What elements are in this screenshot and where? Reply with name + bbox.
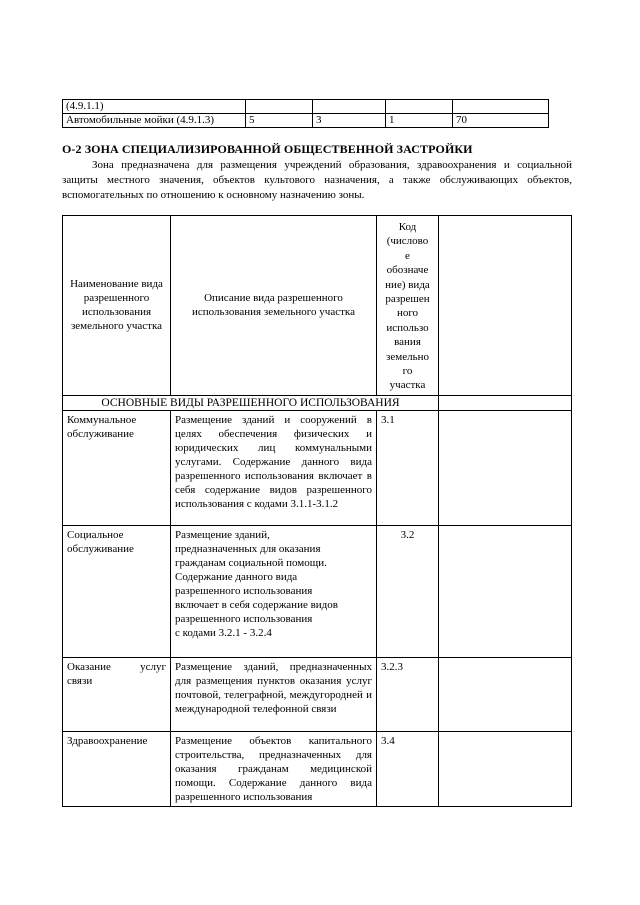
table-row: [63, 525, 572, 657]
header-code-line: использо: [386, 321, 429, 334]
header-code-line: (числово: [386, 235, 429, 248]
cell-empty: [439, 657, 572, 731]
cell-value: [313, 100, 386, 114]
cell-value: 1: [386, 114, 453, 128]
cell-code: 3.2: [377, 525, 439, 657]
cell-name: Оказание услуг связи: [63, 657, 171, 731]
header-code-line: вания: [394, 336, 421, 349]
table-header-row: [63, 216, 572, 396]
header-code-line: ного: [396, 307, 419, 320]
cell-name: Здравоохранение: [63, 731, 171, 806]
description-line: гражданам социальной помощи.: [175, 556, 327, 569]
cell-description: Размещение зданий и сооружений в целях обеспечения физических и юридических лиц коммунальными услугами. Содержание данного вида разрешенного использования включает в себя содержание видов разрешенного использования с кодами 3.1.1-3.1.2: [171, 410, 377, 525]
description-line: Содержание данного вида: [175, 570, 298, 583]
cell-code: 3.1: [377, 410, 439, 525]
cell-empty: [439, 525, 572, 657]
header-code-line: ние) вида: [385, 278, 430, 291]
cell-empty: [439, 395, 572, 410]
header-code-line: земельно: [386, 350, 429, 363]
cell-value: [453, 100, 549, 114]
cell-value: [246, 100, 313, 114]
description-line: с кодами 3.2.1 - 3.2.4: [175, 626, 272, 639]
cell-name: (4.9.1.1): [63, 100, 246, 114]
header-code-line: го: [402, 365, 413, 378]
section-title: ОСНОВНЫЕ ВИДЫ РАЗРЕШЕННОГО ИСПОЛЬЗОВАНИЯ: [63, 395, 439, 410]
description-line: Размещение зданий,: [175, 528, 270, 541]
header-code-line: Код: [398, 221, 417, 233]
cell-name: Социальное обслуживание: [63, 525, 171, 657]
description-line: предназначенных для оказания: [175, 542, 321, 555]
header-code-line: разрешен: [385, 293, 430, 306]
header-description: Описание вида разрешенного использования земельного участка: [171, 216, 377, 396]
header-code: [377, 216, 439, 396]
table-row: [63, 114, 549, 128]
description-line: разрешенного использования: [175, 612, 313, 625]
section-row: [63, 395, 572, 410]
cell-value: 5: [246, 114, 313, 128]
table-row: [63, 731, 572, 806]
table-row: [63, 100, 549, 114]
cell-empty: [439, 410, 572, 525]
zone-title: О-2 ЗОНА СПЕЦИАЛИЗИРОВАННОЙ ОБЩЕСТВЕННОЙ ЗАСТРОЙКИ: [62, 142, 473, 156]
header-name: Наименование вида разрешенного использования земельного участка: [63, 216, 171, 396]
cell-value: [386, 100, 453, 114]
cell-value: 70: [453, 114, 549, 128]
cell-name: Автомобильные мойки (4.9.1.3): [63, 114, 246, 128]
cell-description: Размещение зданий, предназначенных для размещения пунктов оказания услуг почтовой, телеграфной, междугородней и международной телефонной связи: [171, 657, 377, 731]
cell-value: 3: [313, 114, 386, 128]
cell-code: 3.2.3: [377, 657, 439, 731]
header-empty: [439, 216, 572, 396]
description-line: разрешенного использования: [175, 584, 313, 597]
table-row: [63, 410, 572, 525]
cell-description: [171, 525, 377, 657]
table-row: [63, 657, 572, 731]
header-code-line: обозначе: [386, 264, 429, 277]
zone-intro: Зона предназначена для размещения учреждений образования, здравоохранения и социальной защиты местного значения, объектов культового назначения, а также обслуживающих объектов, вспомогательных по отношению к основному назначению зоны.: [62, 159, 572, 201]
continuation-table: [62, 99, 549, 128]
cell-name: Коммунальное обслуживание: [63, 410, 171, 525]
header-code-line: участка: [389, 379, 426, 392]
header-code-line: е: [405, 249, 410, 262]
cell-code: 3.4: [377, 731, 439, 806]
cell-empty: [439, 731, 572, 806]
cell-description: Размещение объектов капитального строительства, предназначенных для оказания гражданам медицинской помощи. Содержание данного вида разрешенного использования: [171, 731, 377, 806]
land-use-table: [62, 215, 572, 807]
description-line: включает в себя содержание видов: [175, 598, 338, 611]
